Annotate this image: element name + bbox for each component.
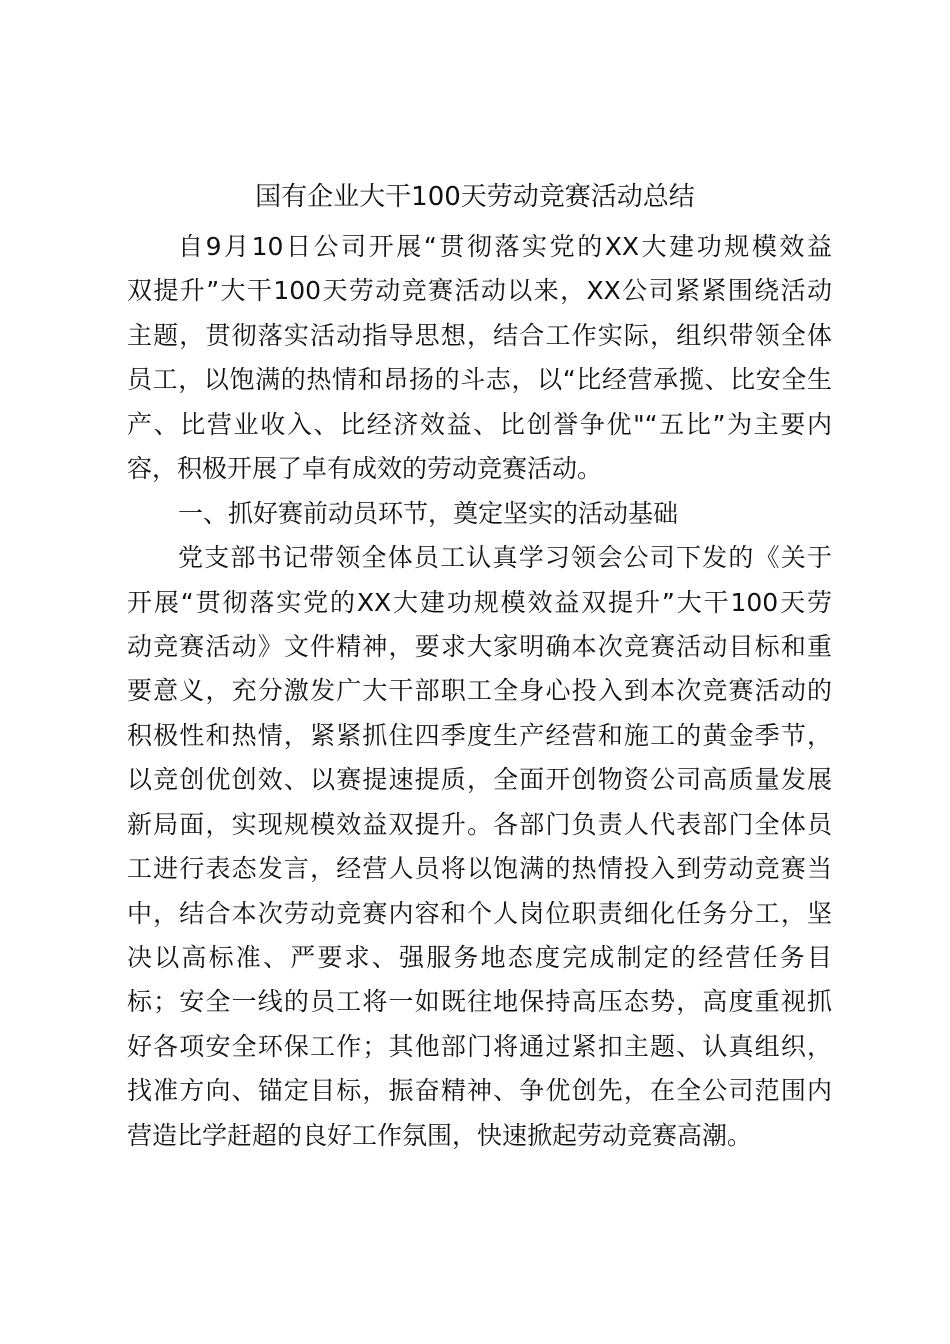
document-title: 国有企业大干100天劳动竞赛活动总结 (255, 182, 695, 212)
paragraph-2-line-5: 积极性和热情，紧紧抓住四季度生产经营和施工的黄金季节， (127, 720, 832, 750)
section-heading-1: 一、抓好赛前动员环节，奠定坚实的活动基础 (178, 498, 679, 528)
paragraph-2-line-1: 党支部书记带领全体员工认真学习领会公司下发的《关于 (178, 543, 832, 573)
paragraph-2-line-10: 决以高标准、严要求、强服务地态度完成制定的经营任务目 (127, 943, 832, 972)
paragraph-2-line-3: 动竞赛活动》文件精神，要求大家明确本次竞赛活动目标和重 (127, 631, 832, 661)
paragraph-2-line-8: 工进行表态发言，经营人员将以饱满的热情投入到劳动竞赛当 (127, 854, 832, 884)
paragraph-2-line-2: 开展“贯彻落实党的XX大建功规模效益双提升”大干100天劳 (127, 587, 832, 617)
paragraph-2-line-4: 要意义，充分激发广大干部职工全身心投入到本次竞赛活动的 (127, 676, 832, 706)
paragraph-1-line-1: 自9月10日公司开展“贯彻落实党的XX大建功规模效益 (178, 232, 832, 261)
document-body (127, 225, 832, 1158)
paragraph-1-line-5: 产、比营业收入、比经济效益、比创誉争优"“五比”为主要内 (127, 409, 832, 439)
paragraph-1-line-6: 容，积极开展了卓有成效的劳动竞赛活动。 (127, 454, 603, 484)
paragraph-2-line-13: 找准方向、锚定目标，振奋精神、争优创先，在全公司范围内 (127, 1076, 832, 1106)
paragraph-1-line-4: 员工，以饱满的热情和昂扬的斗志，以“比经营承揽、比安全生 (127, 365, 832, 395)
paragraph-1-line-2: 双提升”大干100天劳动竞赛活动以来，XX公司紧紧围绕活动 (127, 276, 832, 306)
paragraph-2-line-6: 以竞创优创效、以赛提速提质，全面开创物资公司高质量发展 (127, 765, 832, 795)
paragraph-2-line-12: 好各项安全环保工作；其他部门将通过紧扣主题、认真组织， (127, 1031, 832, 1061)
paragraph-2-line-9: 中，结合本次劳动竞赛内容和个人岗位职责细化任务分工，坚 (127, 898, 832, 928)
paragraph-2-line-14: 营造比学赶超的良好工作氛围，快速掀起劳动竞赛高潮。 (127, 1120, 753, 1150)
paragraph-2-line-7: 新局面，实现规模效益双提升。各部门负责人代表部门全体员 (127, 809, 832, 839)
paragraph-1-line-3: 主题，贯彻落实活动指导思想，结合工作实际，组织带领全体 (127, 320, 832, 350)
paragraph-2-line-11: 标；安全一线的员工将一如既往地保持高压态势，高度重视抓 (127, 987, 832, 1017)
